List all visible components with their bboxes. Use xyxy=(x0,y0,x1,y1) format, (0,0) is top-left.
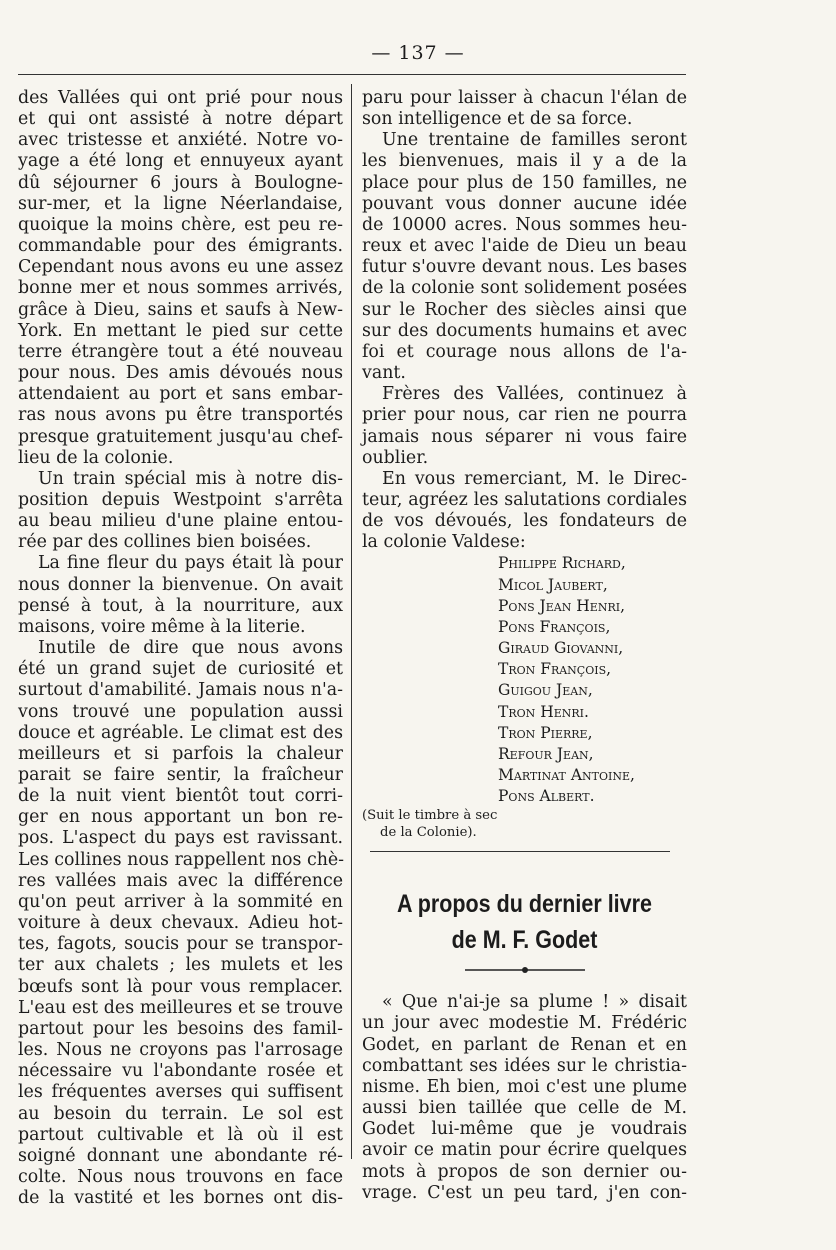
text-line: partout cultivable et là où il est xyxy=(18,1124,343,1145)
signatory: Pons Albert. xyxy=(498,787,595,806)
text-line: meilleurs et si parfois la chaleur xyxy=(18,743,343,764)
column-divider xyxy=(351,84,352,1159)
text-line: foi et courage nous allons de l'a- xyxy=(362,341,687,362)
text-line: surtout d'amabilité. Jamais nous n'a- xyxy=(18,680,343,701)
text-line: la colonie Valdese: xyxy=(362,532,526,553)
text-line: sur-mer, et la ligne Néerlandaise, xyxy=(18,193,343,214)
page-number: — 137 — xyxy=(371,42,465,64)
text-line: jamais nous séparer ni vous faire xyxy=(362,426,687,447)
text-line: place pour plus de 150 familles, ne xyxy=(362,172,687,193)
text-line: ter aux chalets ; les mulets et les xyxy=(18,955,343,976)
text-line: bonne mer et nous sommes arrivés, xyxy=(18,278,343,299)
text-line: un jour avec modestie M. Frédéric xyxy=(362,1013,687,1034)
signatory: Tron Henri. xyxy=(498,702,589,721)
text-line: bœufs sont là pour vous remplacer. xyxy=(18,976,343,997)
text-line: pensé à tout, à la nourriture, aux xyxy=(18,595,343,616)
text-line: sur des documents humains et avec xyxy=(362,320,687,341)
signatory: Giraud Giovanni, xyxy=(498,639,624,658)
text-line: quoique la moins chère, est peu re- xyxy=(18,214,343,235)
text-line: attendaient au port et sans embar- xyxy=(18,384,343,405)
text-line: Une trentaine de familles seront xyxy=(382,130,687,151)
text-line: maisons, voire même à la literie. xyxy=(18,616,306,637)
signatory: Pons François, xyxy=(498,617,611,636)
text-line: pouvant vous donner aucune idée xyxy=(362,193,687,214)
text-line: presque gratuitement jusqu'au chef- xyxy=(18,426,343,447)
text-line: prier pour nous, car rien ne pourra xyxy=(362,405,687,426)
text-line: rée par des collines bien boisées. xyxy=(18,532,312,553)
text-line: tes, fagots, soucis pour se transpor- xyxy=(18,934,343,955)
text-line: En vous remerciant, M. le Direc- xyxy=(382,468,687,489)
text-line: nous donner la bienvenue. On avait xyxy=(18,574,343,595)
text-line: nécessaire vu l'abondante rosée et xyxy=(18,1061,343,1082)
text-line: soigné donnant une abondante ré- xyxy=(18,1145,343,1166)
text-line: teur, agréez les salutations cordiales xyxy=(362,489,687,510)
article-title: A propos du dernier livre xyxy=(397,890,652,919)
text-line: et qui ont assisté à notre départ xyxy=(18,109,343,130)
text-line: dû séjourner 6 jours à Boulogne- xyxy=(18,172,343,193)
seal-note: (Suit le timbre à sec xyxy=(362,808,498,824)
text-line: au beau milieu d'une plaine entou- xyxy=(18,511,343,532)
text-line: Frères des Vallées, continuez à xyxy=(382,384,687,405)
text-line: res vallées mais avec la différence xyxy=(18,870,343,891)
text-line: mots à propos de son dernier ou- xyxy=(362,1161,687,1182)
text-line: « Que n'ai-je sa plume ! » disait xyxy=(382,992,687,1013)
left-column xyxy=(18,88,343,1209)
text-line: grâce à Dieu, sains et saufs à New- xyxy=(18,299,343,320)
text-line: pos. L'aspect du pays est ravissant. xyxy=(18,828,343,849)
text-line: parait se faire sentir, la fraîcheur xyxy=(18,765,343,785)
ornament-rule-icon xyxy=(465,964,585,976)
text-line: sur le Rocher des siècles ainsi que xyxy=(362,299,687,320)
text-line: les fréquentes averses qui suffisent xyxy=(18,1082,343,1103)
text-line: de la colonie sont solidement posées xyxy=(362,278,687,299)
text-line: été un grand sujet de curiosité et xyxy=(18,659,343,680)
text-line: position depuis Westpoint s'arrêta xyxy=(18,489,343,510)
text-line: reux et avec l'aide de Dieu un beau xyxy=(362,236,687,257)
text-line: aussi bien taillée que celle de M. xyxy=(362,1098,687,1119)
signatory: Micol Jaubert, xyxy=(498,575,608,594)
text-line: avoir ce matin pour écrire quelques xyxy=(362,1140,687,1161)
text-line: vant. xyxy=(362,363,406,384)
text-line: Un train spécial mis à notre dis- xyxy=(38,468,343,489)
text-line: les bienvenues, mais il y a de la xyxy=(362,151,687,172)
text-line: futur s'ouvre devant nous. Les bases xyxy=(362,257,687,278)
text-line: son intelligence et de sa force. xyxy=(362,109,633,130)
text-line: de vos dévoués, les fondateurs de xyxy=(362,511,687,532)
header-rule xyxy=(18,74,686,75)
text-line: de la nuit vient bientôt tout corri- xyxy=(18,786,343,807)
text-line: partout pour les besoins des famil- xyxy=(18,1018,343,1039)
text-line: colte. Nous nous trouvons en face xyxy=(18,1166,343,1187)
text-line: Inutile de dire que nous avons xyxy=(38,638,343,659)
text-line: pour nous. Des amis dévoués nous xyxy=(18,363,343,384)
signatory: Pons Jean Henri, xyxy=(498,596,626,615)
text-line: Cependant nous avons eu une assez xyxy=(18,257,343,278)
text-line: qu'on peut arriver à la sommité en xyxy=(18,891,343,912)
text-line: Godet, en parlant de Renan et en xyxy=(362,1034,687,1055)
signatory: Refour Jean, xyxy=(498,744,594,763)
text-line: vrage. C'est un peu tard, j'en con- xyxy=(362,1182,687,1203)
seal-note: de la Colonie). xyxy=(380,825,477,841)
signatory: Philippe Richard, xyxy=(498,554,626,573)
text-line: L'eau est des meilleures et se trouve xyxy=(18,997,343,1018)
text-line: lieu de la colonie. xyxy=(18,447,174,468)
text-line: ger en nous apportant un bon re- xyxy=(18,807,343,828)
article-title: de M. F. Godet xyxy=(451,926,598,955)
text-line: de la vastité et les bornes ont dis- xyxy=(18,1188,343,1209)
text-line: Godet lui-même que je voudrais xyxy=(362,1119,687,1140)
text-line: combattant ses idées sur le christia- xyxy=(362,1055,687,1076)
text-line: commandable pour des émigrants. xyxy=(18,236,343,257)
text-line: les. Nous ne croyons pas l'arrosage xyxy=(18,1040,343,1061)
text-line: vons trouvé une population aussi xyxy=(18,701,343,722)
text-line: York. En mettant le pied sur cette xyxy=(18,320,343,341)
signatory: Tron Pierre, xyxy=(498,723,593,742)
text-line: des Vallées qui ont prié pour nous xyxy=(18,88,343,108)
text-line: avec tristesse et anxiété. Notre vo- xyxy=(18,130,343,151)
text-line: ras nous avons pu être transportés xyxy=(18,405,343,426)
text-line: La fine fleur du pays était là pour xyxy=(38,553,343,574)
text-line: Les collines nous rappellent nos chè- xyxy=(18,849,345,870)
text-line: voiture à deux chevaux. Adieu hot- xyxy=(18,913,343,934)
text-line: yage a été long et ennuyeux ayant xyxy=(18,151,343,172)
section-rule xyxy=(370,851,670,852)
text-line: au besoin du terrain. Le sol est xyxy=(18,1103,343,1124)
text-line: oublier. xyxy=(362,447,429,468)
text-line: douce et agréable. Le climat est des xyxy=(18,722,343,743)
right-column xyxy=(362,88,687,1204)
signatory: Martinat Antoine, xyxy=(498,766,635,784)
signatory: Tron François, xyxy=(498,660,612,679)
text-line: terre étrangère tout a été nouveau xyxy=(18,341,343,362)
signatory: Guigou Jean, xyxy=(498,681,593,700)
text-line: de 10000 acres. Nous sommes heu- xyxy=(362,214,687,235)
text-line: paru pour laisser à chacun l'élan de xyxy=(362,88,687,108)
text-line: nisme. Eh bien, moi c'est une plume xyxy=(362,1076,687,1097)
